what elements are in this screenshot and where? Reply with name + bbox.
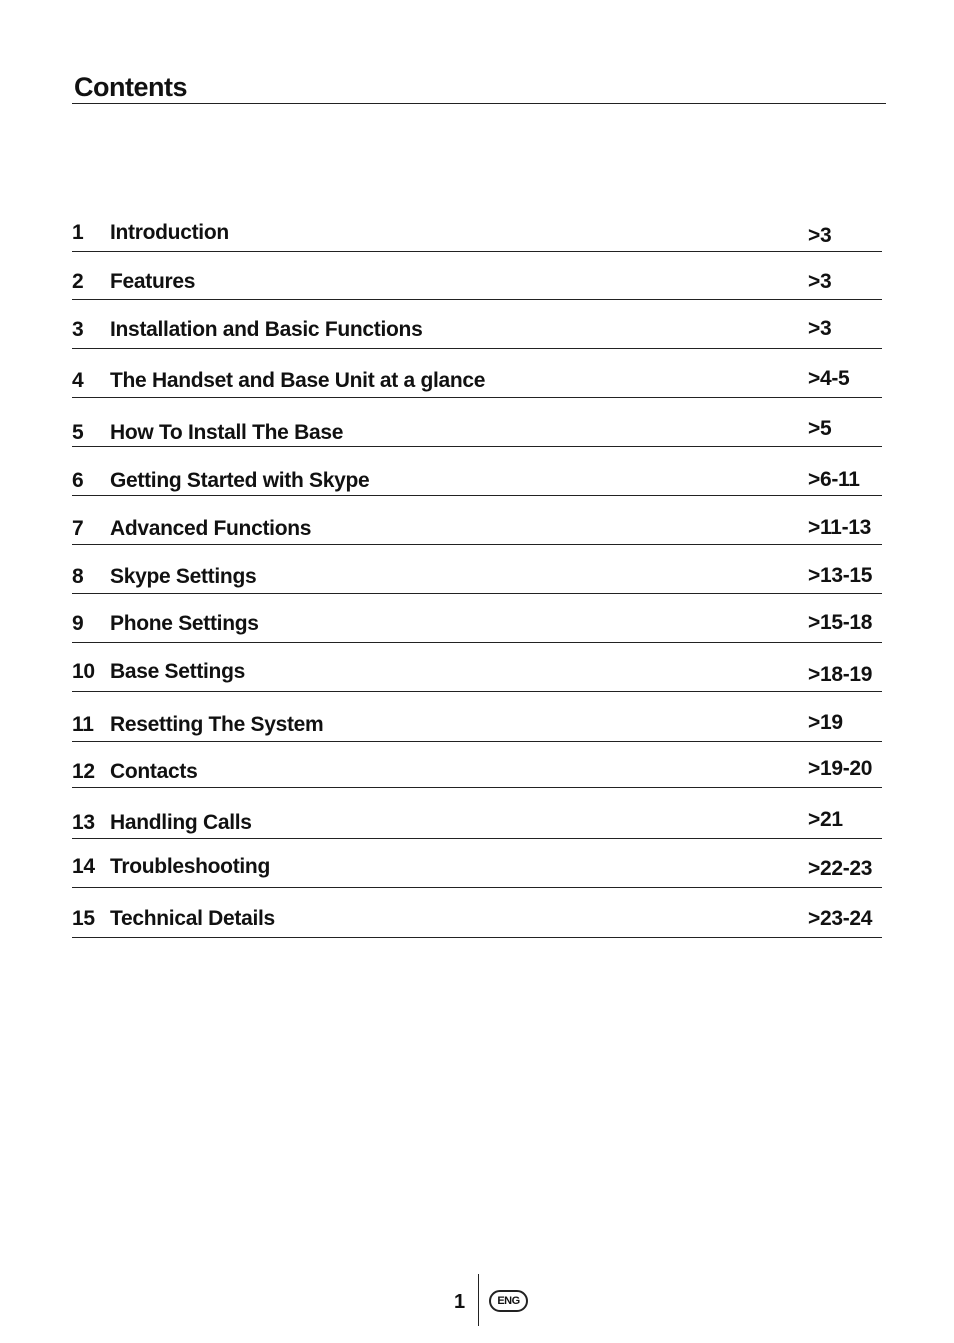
toc-label: Skype Settings bbox=[110, 565, 257, 588]
toc-number: 4 bbox=[72, 369, 84, 392]
toc-number: 15 bbox=[72, 907, 95, 930]
toc-page: >15-18 bbox=[808, 611, 873, 634]
toc-page: >22-23 bbox=[808, 857, 873, 880]
toc-row[interactable] bbox=[72, 593, 882, 643]
toc-row[interactable] bbox=[72, 741, 882, 788]
toc-page: >5 bbox=[808, 417, 832, 440]
toc-page: >6-11 bbox=[808, 468, 860, 491]
toc-number: 6 bbox=[72, 469, 84, 492]
toc-number: 14 bbox=[72, 855, 95, 878]
toc-row[interactable] bbox=[72, 397, 882, 447]
toc-number: 2 bbox=[72, 270, 84, 293]
toc-row[interactable] bbox=[72, 544, 882, 594]
toc-page: >21 bbox=[808, 808, 843, 831]
toc-label: Contacts bbox=[110, 760, 198, 783]
toc-row[interactable] bbox=[72, 787, 882, 839]
toc-row[interactable] bbox=[72, 220, 882, 252]
toc-page: >23-24 bbox=[808, 907, 873, 930]
toc-number: 9 bbox=[72, 612, 84, 635]
toc-number: 12 bbox=[72, 760, 95, 783]
toc-page: >11-13 bbox=[808, 516, 872, 539]
toc-label: Resetting The System bbox=[110, 713, 324, 736]
toc-number: 11 bbox=[72, 713, 94, 736]
toc-label: Introduction bbox=[110, 221, 229, 244]
toc-row[interactable] bbox=[72, 838, 882, 888]
toc-row[interactable] bbox=[72, 642, 882, 692]
toc-number: 8 bbox=[72, 565, 84, 588]
toc-row[interactable] bbox=[72, 691, 882, 742]
toc-page: >19-20 bbox=[808, 757, 873, 780]
footer-divider bbox=[478, 1274, 479, 1326]
toc-label: Troubleshooting bbox=[110, 855, 270, 878]
toc-number: 3 bbox=[72, 318, 84, 341]
toc-label: Handling Calls bbox=[110, 811, 252, 834]
toc-label: Advanced Functions bbox=[110, 517, 312, 540]
toc-row[interactable] bbox=[72, 495, 882, 545]
toc-row[interactable] bbox=[72, 887, 882, 938]
toc-number: 13 bbox=[72, 811, 95, 834]
toc-label: Features bbox=[110, 270, 196, 293]
toc-number: 10 bbox=[72, 660, 95, 683]
toc-label: Technical Details bbox=[110, 907, 275, 930]
toc-label: The Handset and Base Unit at a glance bbox=[110, 369, 486, 392]
toc-row[interactable] bbox=[72, 446, 882, 496]
toc-label: Base Settings bbox=[110, 660, 245, 683]
toc-page: >3 bbox=[808, 317, 832, 340]
toc-number: 7 bbox=[72, 517, 84, 540]
toc-label: How To Install The Base bbox=[110, 421, 344, 444]
toc-number: 5 bbox=[72, 421, 84, 444]
toc-page: >18-19 bbox=[808, 663, 873, 686]
toc-label: Getting Started with Skype bbox=[110, 469, 370, 492]
toc-label: Installation and Basic Functions bbox=[110, 318, 423, 341]
toc-row[interactable] bbox=[72, 251, 882, 300]
toc-row[interactable] bbox=[72, 348, 882, 398]
page-title: Contents bbox=[74, 72, 187, 102]
toc-page: >4-5 bbox=[808, 367, 850, 390]
toc-page: >3 bbox=[808, 224, 832, 247]
language-badge: ENG bbox=[489, 1290, 528, 1312]
toc-label: Phone Settings bbox=[110, 612, 259, 635]
toc-number: 1 bbox=[72, 221, 84, 244]
toc-page: >19 bbox=[808, 711, 843, 734]
toc-row[interactable] bbox=[72, 299, 882, 349]
page-number: 1 bbox=[454, 1291, 466, 1313]
toc-page: >13-15 bbox=[808, 564, 873, 587]
toc-page: >3 bbox=[808, 270, 832, 293]
